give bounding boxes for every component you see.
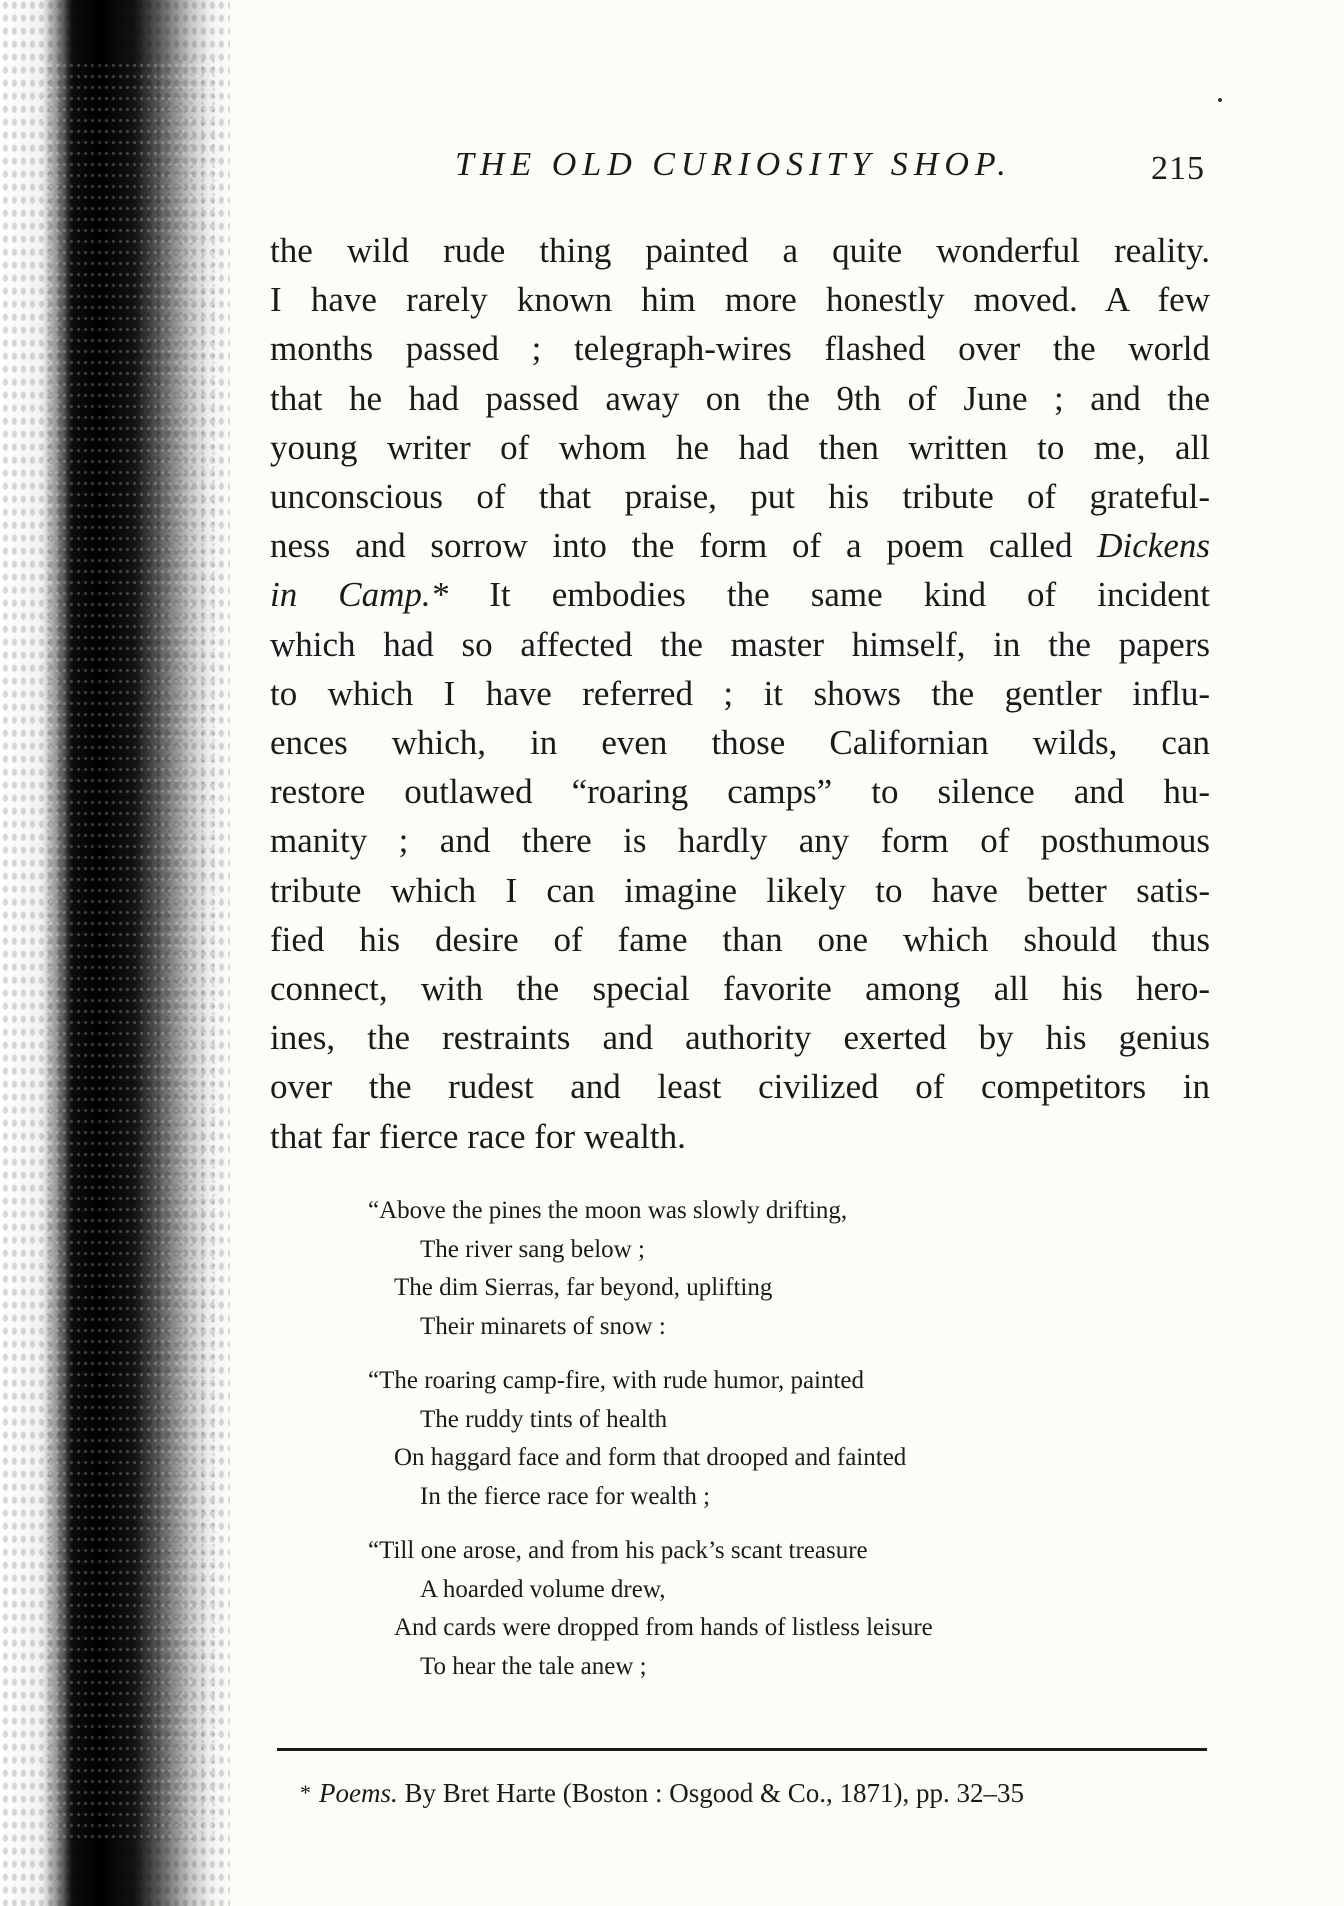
poem-line: In the fierce race for wealth ;: [420, 1482, 711, 1510]
text-line: ences which, in even those Californian wilds, can: [270, 723, 1210, 763]
text-line: that far fierce race for wealth.: [270, 1116, 686, 1156]
text-line: I have rarely known him more honestly moved. A few: [270, 280, 1210, 320]
text-segment: It embodies the same kind of incident: [489, 575, 1210, 615]
poem-quotation: [368, 1192, 1128, 1686]
text-line: tribute which I can imagine likely to have better satis-: [270, 870, 1210, 910]
text-line: restore outlawed “roaring camps” to silence and hu-: [270, 772, 1210, 812]
text-line: connect, with the special favorite among all his hero-: [270, 969, 1210, 1009]
footnote-divider: [277, 1748, 1207, 1751]
poem-line: A hoarded volume drew,: [420, 1575, 666, 1603]
poem-line: Their minarets of snow :: [420, 1312, 666, 1340]
text-segment: ness and sorrow into the form of a poem called: [270, 526, 1098, 566]
text-line: manity ; and there is hardly any form of posthumous: [270, 821, 1210, 861]
text-line: young writer of whom he had then written to me, all: [270, 427, 1210, 467]
poem-stanza: [368, 1532, 1128, 1686]
text-line: months passed ; telegraph-wires flashed over the world: [270, 329, 1210, 369]
poem-line: To hear the tale anew ;: [420, 1652, 647, 1680]
page-number: 215: [1151, 150, 1205, 187]
poem-line: The ruddy tints of health: [420, 1405, 668, 1433]
text-line: ines, the restraints and authority exerted by his genius: [270, 1018, 1210, 1058]
poem-stanza: [368, 1362, 1128, 1516]
footnote-mark: *: [300, 1780, 311, 1805]
footnote-text: By Bret Harte (Boston : Osgood & Co., 1871), pp. 32–35: [404, 1778, 1024, 1808]
poem-line: The river sang below ;: [420, 1235, 645, 1263]
text-line: [270, 521, 1210, 570]
text-line: which had so affected the master himself, in the papers: [270, 624, 1210, 664]
poem-title-dickens: Dickens: [1097, 526, 1210, 566]
poem-title-in-camp: in Camp.*: [270, 575, 449, 615]
running-head: [275, 140, 1215, 200]
text-line: that he had passed away on the 9th of June ; and the: [270, 378, 1210, 418]
footnote: [300, 1778, 1220, 1809]
text-line: the wild rude thing painted a quite wonderful reality.: [270, 231, 1210, 270]
footnote-title: Poems.: [319, 1778, 398, 1808]
text-line: unconscious of that praise, put his tribute of grateful-: [270, 477, 1210, 517]
poem-line: “The roaring camp-fire, with rude humor, painted: [368, 1367, 865, 1394]
text-line: fied his desire of fame than one which should thus: [270, 919, 1210, 959]
poem-line: “Till one arose, and from his pack’s scant treasure: [368, 1537, 868, 1564]
scan-speckle: [40, 60, 220, 1840]
stray-mark: [1218, 98, 1222, 102]
running-title: THE OLD CURIOSITY SHOP.: [455, 146, 1012, 183]
poem-line: And cards were dropped from hands of listless leisure: [394, 1614, 933, 1641]
poem-line: “Above the pines the moon was slowly drifting,: [368, 1197, 848, 1224]
text-line: over the rudest and least civilized of competitors in: [270, 1067, 1210, 1107]
poem-line: The dim Sierras, far beyond, uplifting: [394, 1274, 773, 1301]
poem-line: On haggard face and form that drooped and fainted: [394, 1444, 907, 1471]
poem-stanza: [368, 1192, 1128, 1346]
body-paragraph: [270, 226, 1210, 1161]
text-line: [270, 570, 1210, 619]
text-line: to which I have referred ; it shows the gentler influ-: [270, 673, 1210, 713]
